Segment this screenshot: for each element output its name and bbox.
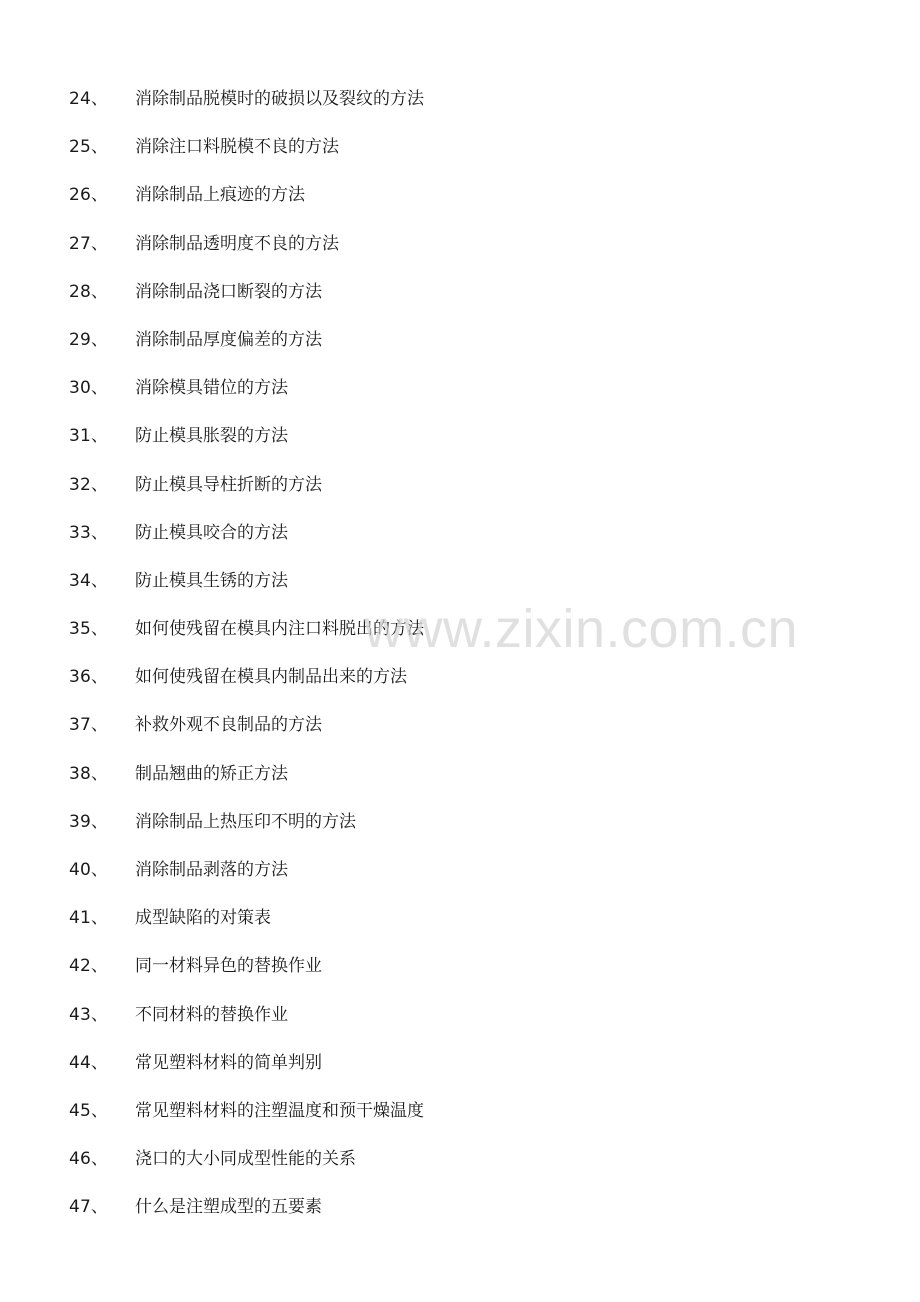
toc-item — [0, 327, 920, 375]
toc-item — [0, 423, 920, 471]
item-number: 30、 — [69, 378, 109, 399]
item-number: 40、 — [69, 860, 109, 880]
item-number: 46、 — [69, 1149, 109, 1170]
item-title: 常见塑料材料的注塑温度和预干燥温度 — [135, 1100, 424, 1121]
toc-item — [0, 953, 920, 1001]
item-number: 33、 — [69, 522, 109, 543]
item-number: 41、 — [69, 908, 109, 929]
item-title: 消除制品上热压印不明的方法 — [135, 811, 356, 832]
item-number: 29、 — [69, 329, 109, 350]
item-title: 补救外观不良制品的方法 — [135, 715, 322, 736]
item-title: 如何使残留在模具内制品出来的方法 — [135, 667, 407, 688]
toc-item — [0, 712, 920, 760]
toc-item — [0, 86, 920, 134]
item-number: 43、 — [69, 1004, 109, 1025]
item-number: 32、 — [69, 474, 109, 495]
item-number: 24、 — [69, 89, 109, 109]
item-title: 防止模具导柱折断的方法 — [135, 474, 322, 495]
item-number: 44、 — [69, 1052, 109, 1073]
item-title: 消除制品脱模时的破损以及裂纹的方法 — [135, 89, 424, 109]
toc-item — [0, 664, 920, 712]
toc-item — [0, 905, 920, 953]
item-number: 47、 — [69, 1197, 109, 1218]
toc-item — [0, 134, 920, 182]
item-number: 35、 — [69, 619, 109, 640]
toc-item — [0, 568, 920, 616]
watermark: www.zixin.com.cn — [364, 599, 799, 659]
toc-item — [0, 1050, 920, 1098]
item-title: 消除制品厚度偏差的方法 — [135, 329, 322, 350]
item-title: 消除注口料脱模不良的方法 — [135, 137, 339, 158]
item-title: 如何使残留在模具内注口料脱出的方法 — [135, 619, 424, 640]
item-title: 同一材料异色的替换作业 — [135, 956, 322, 977]
item-title: 消除制品上痕迹的方法 — [135, 185, 305, 206]
toc-item — [0, 1146, 920, 1194]
toc-list — [0, 86, 920, 1243]
item-title: 防止模具胀裂的方法 — [135, 426, 288, 447]
item-title: 浇口的大小同成型性能的关系 — [135, 1149, 356, 1170]
item-number: 36、 — [69, 667, 109, 688]
item-title: 成型缺陷的对策表 — [135, 908, 271, 929]
toc-item — [0, 809, 920, 857]
item-number: 25、 — [69, 137, 109, 158]
toc-item — [0, 761, 920, 809]
toc-item — [0, 279, 920, 327]
toc-item — [0, 182, 920, 230]
item-title: 防止模具咬合的方法 — [135, 522, 288, 543]
item-title: 防止模具生锈的方法 — [135, 570, 288, 591]
item-number: 39、 — [69, 811, 109, 832]
item-number: 38、 — [69, 763, 109, 784]
item-title: 消除制品透明度不良的方法 — [135, 233, 339, 254]
toc-item — [0, 1098, 920, 1146]
item-number: 34、 — [69, 570, 109, 591]
item-number: 37、 — [69, 715, 109, 736]
toc-item — [0, 857, 920, 905]
item-number: 27、 — [69, 233, 109, 254]
item-number: 26、 — [69, 185, 109, 206]
item-title: 常见塑料材料的简单判别 — [135, 1052, 322, 1073]
toc-item — [0, 616, 920, 664]
item-title: 消除制品剥落的方法 — [135, 860, 288, 880]
item-title: 什么是注塑成型的五要素 — [135, 1197, 322, 1218]
item-title: 制品翘曲的矫正方法 — [135, 763, 288, 784]
toc-item — [0, 231, 920, 279]
item-title: 消除模具错位的方法 — [135, 378, 288, 399]
item-number: 45、 — [69, 1100, 109, 1121]
toc-item — [0, 1002, 920, 1050]
item-number: 31、 — [69, 426, 109, 447]
toc-item — [0, 520, 920, 568]
toc-item — [0, 375, 920, 423]
item-number: 42、 — [69, 956, 109, 977]
toc-item — [0, 472, 920, 520]
toc-item — [0, 1194, 920, 1242]
item-number: 28、 — [69, 281, 109, 302]
item-title: 消除制品浇口断裂的方法 — [135, 281, 322, 302]
item-title: 不同材料的替换作业 — [135, 1004, 288, 1025]
